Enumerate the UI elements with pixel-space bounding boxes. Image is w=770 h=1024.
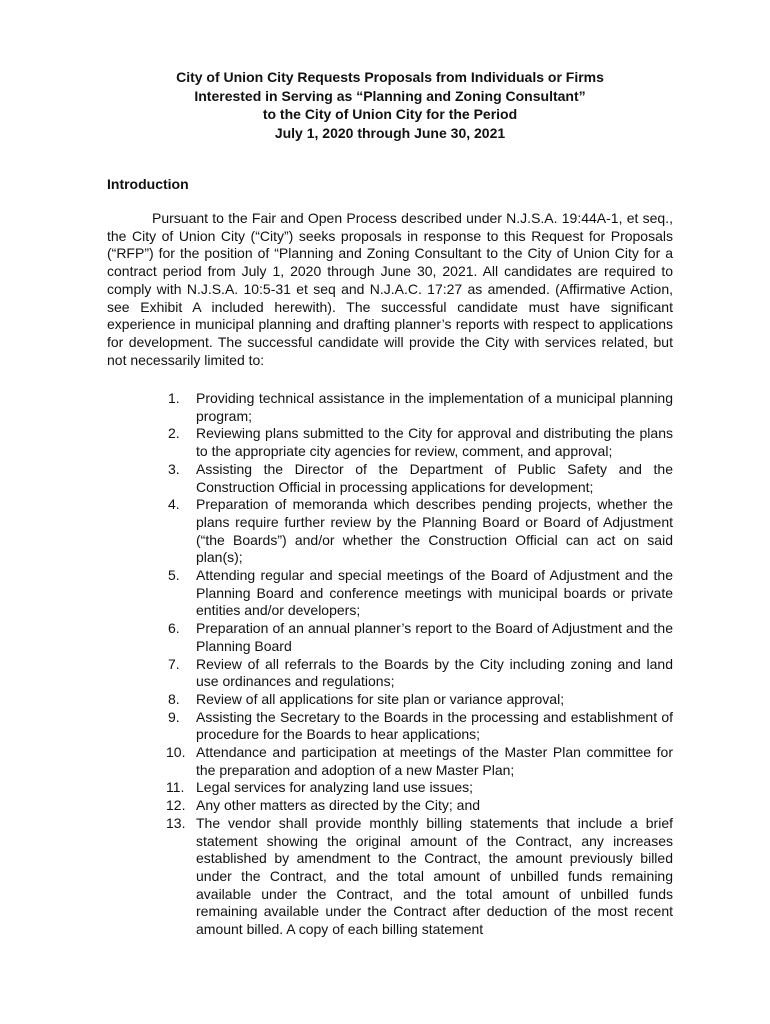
list-item	[168, 709, 673, 744]
list-number: 4.	[168, 496, 180, 513]
list-text: Legal services for analyzing land use issues;	[196, 779, 474, 796]
list-item	[168, 425, 673, 460]
title-line-4: July 1, 2020 through June 30, 2021	[274, 124, 506, 141]
list-number: 6.	[168, 620, 180, 637]
list-item	[168, 390, 673, 425]
list-number: 10.	[166, 744, 186, 761]
list-item	[168, 797, 673, 815]
list-text: The vendor shall provide monthly billing statements that include a brief statement showing the original amount of the Contract, any increases established by amendment to the Contract, the amount previously billed under the Contract, and the total amount of unbilled funds remaining available under the Contract, and the total amount of unbilled funds remaining available under the Contract after deduction of the most recent amount billed. A copy of each billing statement	[196, 814, 673, 938]
list-number: 9.	[168, 708, 180, 725]
list-item	[168, 461, 673, 496]
list-number: 8.	[168, 690, 180, 707]
list-number: 3.	[168, 460, 180, 477]
list-number: 5.	[168, 567, 180, 584]
list-number: 1.	[168, 390, 180, 406]
list-number: 13.	[166, 814, 186, 831]
list-text: Preparation of memoranda which describes pending projects, whether the plans require further review by the Planning Board or Board of Adjustment (“the Boards”) and/or whether the Construction Official can act on said plan(s);	[196, 496, 673, 566]
list-number: 7.	[168, 655, 180, 672]
intro-paragraph: Pursuant to the Fair and Open Process described under N.J.S.A. 19:44A-1, et seq., the City of Union City (“City”) seeks proposals in response to this Request for Proposals (“RFP”) for the position of “Planning and Zoning Consultant to the City of Union City for a contract period from July 1, 2020 through June 30, 2021. All candidates are required to comply with N.J.S.A. 10:5-31 et seq and N.J.A.C. 17:27 as amended. (Affirmative Action, see Exhibit A included herewith). The successful candidate must have significant experience in municipal planning and drafting planner’s reports with respect to applications for development. The successful candidate will provide the City with services related, but not necessarily limited to:	[107, 210, 673, 368]
title-line-1: City of Union City Requests Proposals from Individuals or Firms	[176, 69, 604, 85]
list-item	[168, 744, 673, 779]
list-item	[168, 656, 673, 691]
services-list	[168, 390, 673, 939]
title-line-2: Interested in Serving as “Planning and Zoning Consultant”	[194, 87, 586, 104]
list-item	[168, 496, 673, 567]
document-title	[100, 68, 680, 142]
list-item	[168, 567, 673, 620]
list-text: Review of all applications for site plan or variance approval;	[196, 690, 565, 707]
list-item	[168, 779, 673, 797]
list-number: 12.	[166, 797, 186, 814]
list-text: Reviewing plans submitted to the City for approval and distributing the plans to the appropriate city agencies for review, comment, and approval;	[196, 425, 673, 460]
intro-section	[107, 210, 673, 369]
list-item	[168, 815, 673, 939]
list-text: Preparation of an annual planner’s report to the Board of Adjustment and the Planning Board	[196, 620, 673, 654]
list-text: Attendance and participation at meetings of the Master Plan committee for the preparation and adoption of a new Master Plan;	[196, 744, 673, 778]
title-line-3: to the City of Union City for the Period	[262, 106, 518, 122]
list-text: Assisting the Secretary to the Boards in the processing and establishment of procedure for the Boards to hear applications;	[196, 708, 673, 743]
list-text: Any other matters as directed by the City; and	[196, 797, 481, 814]
list-number: 2.	[168, 425, 180, 442]
list-item	[168, 620, 673, 655]
section-heading: Introduction	[107, 176, 189, 192]
list-number: 11.	[166, 779, 185, 796]
list-text: Assisting the Director of the Department of Public Safety and the Construction Official in processing applications for development;	[196, 460, 673, 495]
list-text: Attending regular and special meetings of the Board of Adjustment and the Planning Board and conference meetings with municipal boards or private entities and/or developers;	[196, 567, 673, 619]
list-item	[168, 691, 673, 709]
list-text: Providing technical assistance in the implementation of a municipal planning program;	[196, 390, 673, 424]
list-text: Review of all referrals to the Boards by the City including zoning and land use ordinances and regulations;	[196, 655, 673, 690]
